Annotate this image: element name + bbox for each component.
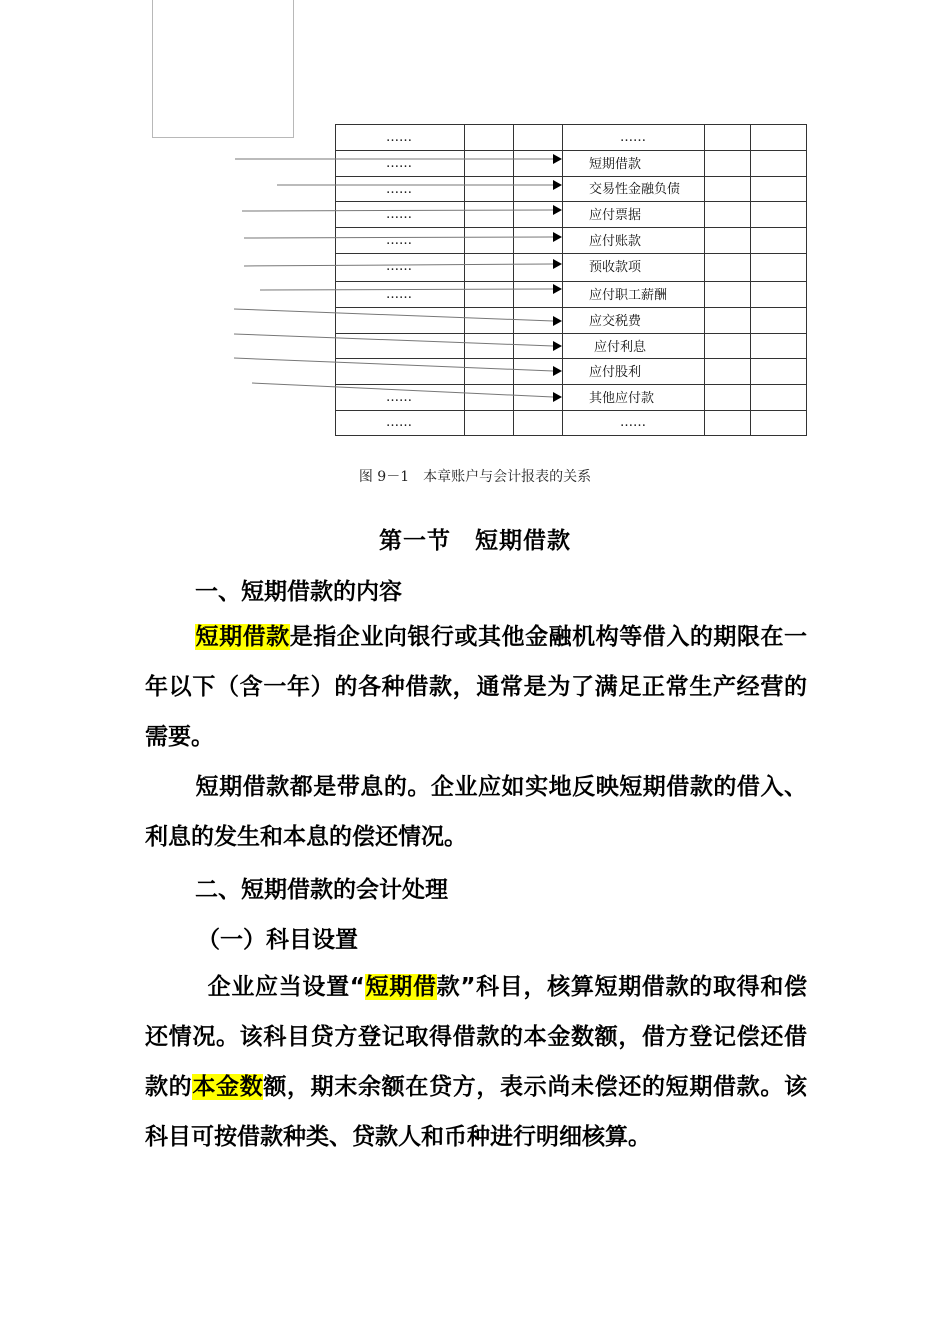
paragraph-subject-a: 企业应当设置“ xyxy=(207,974,365,1000)
right-cell-11: 其他应付款 xyxy=(589,391,655,406)
left-cell-2: …… xyxy=(386,156,412,171)
diagram-lines xyxy=(0,0,950,470)
left-cell-1: …… xyxy=(386,130,412,145)
right-cell-6: 预收款项 xyxy=(589,260,642,275)
heading-content: 一、短期借款的内容 xyxy=(195,579,402,605)
highlight-term: 短期借款 xyxy=(195,624,290,650)
paragraph-interest-text: 短期借款都是带息的。企业应如实地反映短期借款的借入、利息的发生和本息的偿还情况。 xyxy=(145,774,807,850)
left-cell-5: …… xyxy=(386,233,412,248)
paragraph-subject-b: 款”科目，核算短期借款的取得和偿还情况。该科目贷方登记取得借款的本金数额，借方登记偿还借款的 xyxy=(145,974,807,1100)
right-cell-4: 应付票据 xyxy=(589,208,642,223)
left-cell-6: …… xyxy=(386,259,412,274)
right-cell-3: 交易性金融负债 xyxy=(589,182,681,197)
right-cell-12: …… xyxy=(620,415,646,430)
highlight-principal: 本金数 xyxy=(192,1074,264,1100)
paragraph-definition xyxy=(145,612,807,762)
left-cell-7: …… xyxy=(386,287,412,302)
right-cell-7: 应付职工薪酬 xyxy=(589,288,668,303)
left-cell-12: …… xyxy=(386,415,412,430)
right-cell-8: 应交税费 xyxy=(589,314,642,329)
paragraph-definition-text: 是指企业向银行或其他金融机构等借入的期限在一年以下（含一年）的各种借款，通常是为了满足正常生产经营的需要。 xyxy=(145,624,808,750)
left-cell-11: …… xyxy=(386,390,412,405)
left-cell-4: …… xyxy=(386,207,412,222)
section-title: 第一节 短期借款 xyxy=(379,528,571,554)
right-cell-5: 应付账款 xyxy=(589,234,642,249)
right-cell-1: …… xyxy=(620,130,646,145)
account-report-diagram xyxy=(0,0,950,470)
heading-subject-setup: （一）科目设置 xyxy=(197,927,358,953)
heading-accounting: 二、短期借款的会计处理 xyxy=(195,877,448,903)
right-cell-2: 短期借款 xyxy=(589,157,642,172)
paragraph-subject xyxy=(145,962,807,1162)
figure-caption: 图 9－1 本章账户与会计报表的关系 xyxy=(358,469,592,485)
right-cell-10: 应付股利 xyxy=(589,365,642,380)
paragraph-subject-c: 额，期末余额在贷方，表示尚未偿还的短期借款。该科目可按借款种类、贷款人和币种进行明细核算。 xyxy=(145,1074,808,1150)
left-cell-3: …… xyxy=(386,182,412,197)
right-cell-9: 应付利息 xyxy=(594,340,647,355)
paragraph-interest xyxy=(145,762,807,862)
highlight-account: 短期借 xyxy=(364,974,437,1000)
